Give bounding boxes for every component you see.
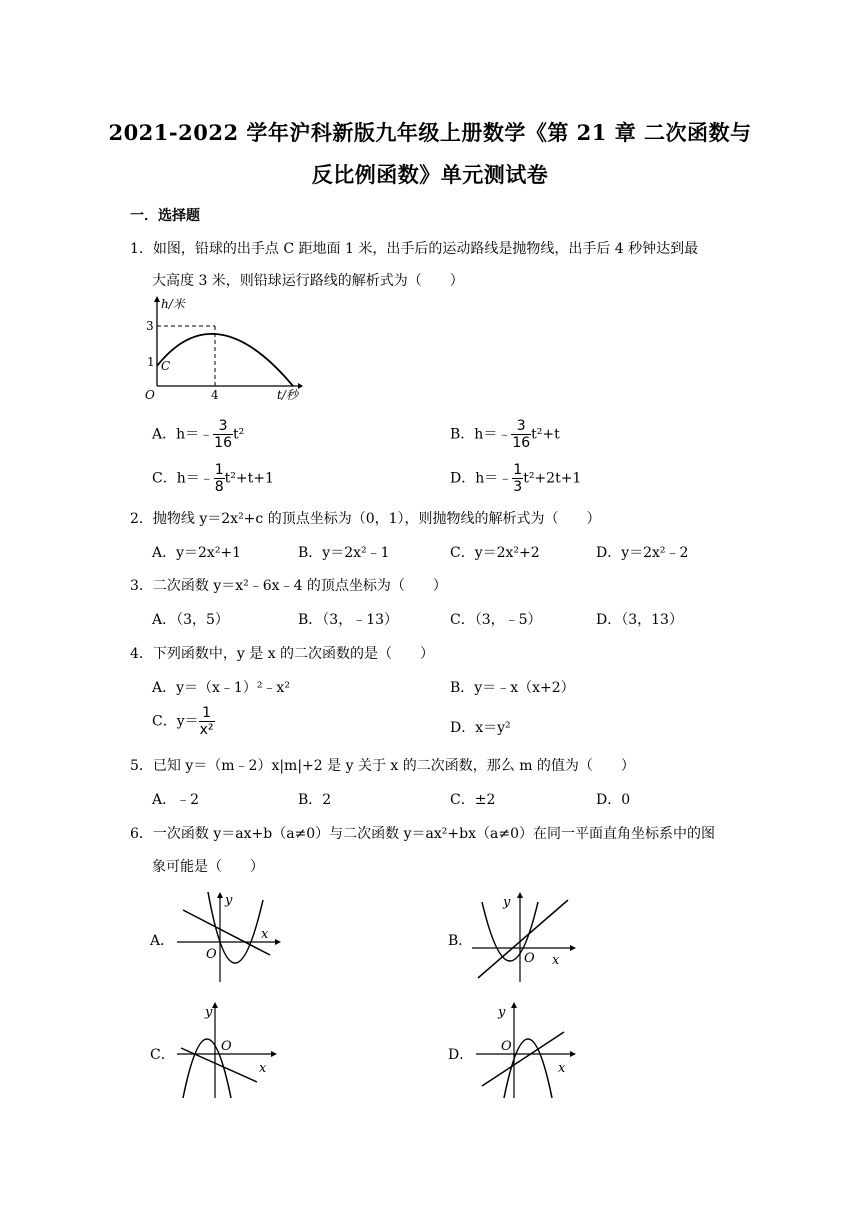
q1-d-post: t²+2t+1: [523, 470, 582, 487]
q1-option-b[interactable]: [450, 418, 560, 451]
q2-option-c[interactable]: C．y＝2x²+2: [450, 545, 540, 561]
q1-t-axis-arrow: [298, 383, 303, 389]
q1-b-pre: h＝﹣: [474, 426, 512, 443]
q6-option-d-label[interactable]: D．: [448, 1047, 474, 1063]
q1-h-label: h/米: [161, 297, 185, 311]
q3-option-a[interactable]: A．（3，5）: [152, 612, 229, 628]
q1-a-num: 3: [213, 418, 233, 435]
q1-tick-4: 4: [211, 388, 219, 402]
q6-stem-line-1: 6．一次函数 y＝ax+b（a≠0）与二次函数 y＝ax²+bx（a≠0）在同一平面直角坐标系中的图: [130, 826, 715, 842]
q6d-x-arrow: [570, 1051, 576, 1057]
q1-b-den: 16: [512, 435, 531, 451]
q3-option-c[interactable]: C．（3，﹣5）: [450, 612, 542, 628]
q2-option-b[interactable]: B．y＝2x²﹣1: [298, 545, 390, 561]
q6b-y-arrow: [517, 892, 523, 898]
q1-b-letter: B．: [450, 426, 475, 443]
q6d-y-label: y: [498, 1005, 506, 1020]
q6b-x-label: x: [552, 953, 560, 968]
q1-b-num: 3: [511, 418, 531, 435]
q1-a-post: t²: [232, 426, 245, 443]
q1-stem-line-2: 大高度 3 米，则铅球运行路线的解析式为（ ）: [152, 273, 464, 289]
q6c-y-label: y: [205, 1005, 213, 1020]
q4-stem: 4．下列函数中，y 是 x 的二次函数的是（ ）: [130, 646, 435, 662]
q3-stem: 3．二次函数 y＝x²﹣6x﹣4 的顶点坐标为（ ）: [130, 578, 447, 594]
q1-option-a[interactable]: [152, 418, 244, 451]
q1-c-post: t²+t+1: [224, 470, 274, 487]
q1-d-pre: h＝﹣: [475, 470, 513, 487]
q4-c-den: x²: [199, 722, 214, 738]
q6d-y-arrow: [511, 1002, 517, 1008]
q6a-origin: O: [206, 947, 217, 962]
q6a-y-arrow: [217, 892, 223, 898]
q6c-origin: O: [221, 1039, 232, 1054]
q1-trajectory-figure: [143, 296, 303, 406]
q6-graph-d[interactable]: [474, 1000, 582, 1100]
q6b-y-label: y: [503, 895, 511, 910]
q1-a-pre: h＝﹣: [176, 426, 214, 443]
q1-c-fraction: [214, 462, 225, 495]
q4-c-num: 1: [199, 705, 215, 722]
q6a-line: [183, 910, 270, 955]
q1-h-axis-arrow: [154, 296, 160, 302]
q6-graph-c[interactable]: [175, 1000, 283, 1100]
q4-c-fraction: [199, 705, 215, 738]
q6a-x-label: x: [261, 927, 269, 942]
q1-c-letter: C．: [152, 470, 177, 487]
q1-d-letter: D．: [450, 470, 476, 487]
q6-graph-a[interactable]: [175, 890, 283, 985]
q2-option-d[interactable]: D．y＝2x²﹣2: [596, 545, 689, 561]
q5-option-d[interactable]: D．0: [596, 792, 631, 808]
q1-d-den: 3: [513, 479, 523, 495]
q6d-x-label: x: [558, 1061, 566, 1076]
title-line-1: 2021-2022 学年沪科新版九年级上册数学《第 21 章 二次函数与: [108, 120, 752, 145]
q1-stem-line-1: 1．如图，铅球的出手点 C 距地面 1 米，出手后的运动路线是抛物线，出手后 4 秒钟达到最: [130, 241, 699, 257]
q2-option-a[interactable]: A．y＝2x²+1: [152, 545, 242, 561]
q1-d-fraction: [512, 462, 523, 495]
section-heading: 一．选择题: [130, 208, 200, 224]
q1-option-d[interactable]: [450, 462, 581, 495]
q5-option-a[interactable]: A．﹣2: [152, 792, 200, 808]
q1-c-pre: h＝﹣: [176, 470, 214, 487]
q1-b-post: t²+t: [531, 426, 560, 443]
q6a-y-label: y: [225, 893, 233, 908]
q1-b-fraction: [511, 418, 531, 451]
q1-c-num: 1: [214, 462, 224, 478]
q1-c-den: 8: [214, 479, 224, 495]
q6c-y-arrow: [212, 1002, 218, 1008]
q6-option-c-label[interactable]: C．: [150, 1047, 175, 1063]
q5-stem: 5．已知 y＝（m﹣2）x|m|+2 是 y 关于 x 的二次函数，那么 m 的值为（ ）: [130, 758, 635, 774]
q6-option-b-label[interactable]: B．: [448, 933, 473, 949]
q6c-x-label: x: [259, 1061, 267, 1076]
q3-option-b[interactable]: B．（3，﹣13）: [298, 612, 399, 628]
q6-graph-b[interactable]: [470, 890, 578, 985]
q6b-x-arrow: [570, 945, 576, 951]
q4-option-b[interactable]: B．y＝﹣x（x+2）: [450, 680, 575, 696]
q1-tick-3: 3: [146, 319, 154, 333]
q1-a-fraction: [213, 418, 233, 451]
q4-option-c[interactable]: [152, 705, 215, 738]
q6-stem-line-2: 象可能是（ ）: [152, 859, 264, 875]
q1-a-letter: A．: [152, 426, 177, 443]
q1-parabola: [157, 334, 293, 386]
q1-option-c[interactable]: [152, 462, 274, 495]
q4-c-letter: C．: [152, 713, 177, 730]
q2-stem: 2．抛物线 y＝2x²+c 的顶点坐标为（0，1），则抛物线的解析式为（ ）: [130, 511, 601, 527]
q4-c-pre: y＝: [176, 713, 199, 730]
q4-option-d[interactable]: D．x＝y²: [450, 720, 511, 736]
q1-a-den: 16: [214, 435, 232, 451]
q6-option-a-label[interactable]: A．: [150, 933, 175, 949]
q3-option-d[interactable]: D．（3，13）: [596, 612, 683, 628]
q6a-x-arrow: [275, 939, 281, 945]
q4-option-a[interactable]: A．y＝（x﹣1）²﹣x²: [152, 680, 290, 696]
q1-point-c: C: [161, 359, 171, 373]
q6d-line: [482, 1032, 564, 1086]
title-line-2: 反比例函数》单元测试卷: [311, 162, 549, 187]
q6c-x-arrow: [271, 1051, 277, 1057]
q6b-origin: O: [524, 951, 535, 966]
q1-tick-1: 1: [147, 355, 155, 369]
q1-t-label: t/秒: [277, 388, 298, 402]
q6d-origin: O: [501, 1039, 512, 1054]
q1-origin: O: [145, 388, 155, 402]
q5-option-c[interactable]: C．±2: [450, 792, 496, 808]
q1-d-num: 1: [513, 462, 523, 478]
q5-option-b[interactable]: B．2: [298, 792, 332, 808]
